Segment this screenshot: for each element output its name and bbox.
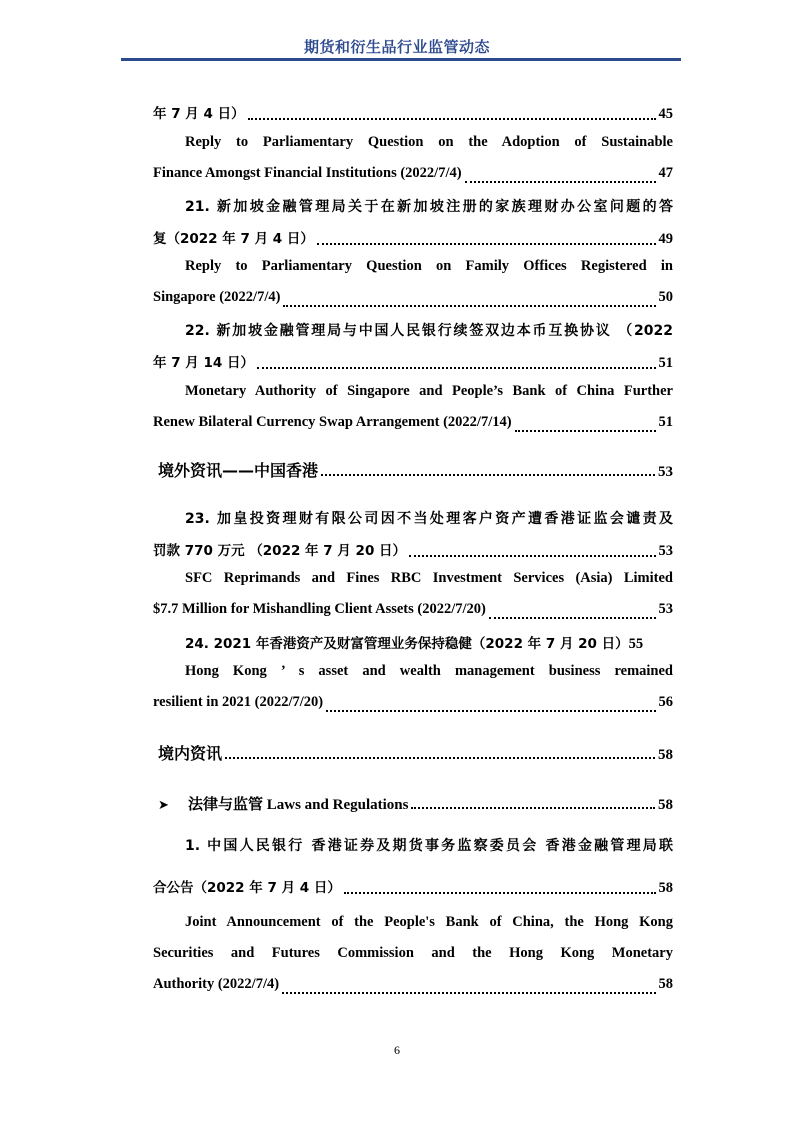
- toc-entry[interactable]: [153, 227, 673, 249]
- toc-page-number: 53: [658, 601, 673, 617]
- toc-leader-dots: [411, 796, 655, 809]
- toc-entry[interactable]: [153, 165, 673, 187]
- toc-entry-line[interactable]: Hong Kong ’ s asset and wealth management business remained: [185, 663, 673, 679]
- toc-entry-text: Renew Bilateral Currency Swap Arrangement (2022/7/14): [153, 414, 512, 430]
- toc-leader-dots: [409, 544, 655, 557]
- running-header-title: 期货和衍生品行业监管动态: [303, 38, 490, 56]
- toc-entry-line[interactable]: SFC Reprimands and Fines RBC Investment Services (Asia) Limited: [185, 570, 673, 586]
- toc-entry-text: 罚款 770 万元 （2022 年 7 月 20 日）: [153, 543, 407, 559]
- toc-entry-continuation[interactable]: [153, 102, 673, 124]
- toc-page-number: 55: [628, 636, 644, 652]
- toc-entry-text: 年 7 月 4 日）: [153, 106, 245, 122]
- toc-entry[interactable]: [153, 414, 673, 436]
- toc-entry[interactable]: [153, 539, 673, 561]
- toc-page-number: 58: [658, 747, 673, 763]
- toc-entry[interactable]: [153, 694, 673, 716]
- toc-leader-dots: [515, 419, 656, 432]
- toc-entry-text: $7.7 Million for Mishandling Client Assets (2022/7/20): [153, 601, 486, 617]
- toc-page-number: 47: [658, 165, 673, 181]
- toc-entry-line[interactable]: Reply to Parliamentary Question on Family Offices Registered in: [185, 258, 673, 274]
- toc-leader-dots: [248, 107, 656, 120]
- toc-section-title: 境外资讯——中国香港: [158, 461, 319, 480]
- toc-page-number: 58: [658, 880, 673, 896]
- toc-page-number: 58: [658, 797, 673, 813]
- toc-entry[interactable]: [153, 351, 673, 373]
- toc-entry-text: Authority (2022/7/4): [153, 976, 280, 992]
- toc-entry[interactable]: [153, 976, 673, 998]
- toc-page-number: 58: [658, 976, 673, 992]
- toc-entry-line[interactable]: Monetary Authority of Singapore and People’s Bank of China Further: [185, 383, 673, 399]
- toc-entry[interactable]: [185, 632, 673, 654]
- toc-page-number: 56: [658, 694, 673, 710]
- toc-entry-text: Finance Amongst Financial Institutions (2022/7/4): [153, 165, 462, 181]
- toc-page-number: 51: [658, 355, 673, 371]
- toc-page-number: 53: [658, 543, 673, 559]
- toc-entry-line[interactable]: Reply to Parliamentary Question on the Adoption of Sustainable: [185, 134, 673, 150]
- toc-subsection-title: 法律与监管 Laws and Regulations: [188, 797, 409, 813]
- toc-leader-dots: [317, 232, 656, 245]
- header-rule: [121, 58, 681, 61]
- toc-section-domestic[interactable]: [158, 741, 673, 767]
- toc-entry-line[interactable]: Securities and Futures Commission and the Hong Kong Monetary: [153, 945, 673, 961]
- toc-page-number: 50: [658, 289, 673, 305]
- toc-leader-dots: [225, 745, 655, 759]
- toc-page-number: 51: [658, 414, 673, 430]
- toc-leader-dots: [326, 699, 655, 712]
- toc-entry-line[interactable]: 21. 新加坡金融管理局关于在新加坡注册的家族理财办公室问题的答: [185, 199, 673, 215]
- toc-leader-dots: [465, 170, 656, 183]
- toc-page-number: 49: [658, 231, 673, 247]
- toc-entry-line[interactable]: 23. 加皇投资理财有限公司因不当处理客户资产遭香港证监会谴责及: [185, 511, 673, 527]
- toc-leader-dots: [282, 981, 655, 994]
- toc-entry-text: 年 7 月 14 日）: [153, 355, 254, 371]
- toc-entry-line[interactable]: 1. 中国人民银行 香港证券及期货事务监察委员会 香港金融管理局联: [185, 838, 673, 854]
- toc-leader-dots: [283, 294, 655, 307]
- toc-entry-text: 合公告（2022 年 7 月 4 日）: [153, 880, 341, 896]
- toc-leader-dots: [321, 462, 655, 476]
- toc-page-number: 45: [658, 106, 673, 122]
- toc-entry-line[interactable]: Joint Announcement of the People's Bank of China, the Hong Kong: [185, 914, 673, 930]
- toc-subsection-laws[interactable]: [158, 793, 673, 817]
- toc-section-hong-kong[interactable]: [158, 458, 673, 484]
- toc-entry[interactable]: [153, 876, 673, 898]
- toc-leader-dots: [257, 356, 656, 369]
- toc-entry[interactable]: [153, 601, 673, 623]
- toc-leader-dots: [344, 881, 656, 894]
- page-number: 6: [394, 1043, 400, 1057]
- toc-entry-text: resilient in 2021 (2022/7/20): [153, 694, 324, 710]
- toc-section-title: 境内资讯: [158, 744, 223, 763]
- toc-entry-text: 24. 2021 年香港资产及财富管理业务保持稳健（2022 年 7 月 20 日）: [185, 636, 629, 652]
- toc-entry-text: 复（2022 年 7 月 4 日）: [153, 231, 314, 247]
- toc-entry-text: Singapore (2022/7/4): [153, 289, 281, 305]
- arrow-bullet-icon: ➤: [158, 798, 169, 813]
- toc-entry-line[interactable]: 22. 新加坡金融管理局与中国人民银行续签双边本币互换协议 （2022: [185, 323, 673, 339]
- toc-leader-dots: [489, 606, 656, 619]
- toc-entry[interactable]: [153, 289, 673, 311]
- toc-page-number: 53: [658, 464, 673, 480]
